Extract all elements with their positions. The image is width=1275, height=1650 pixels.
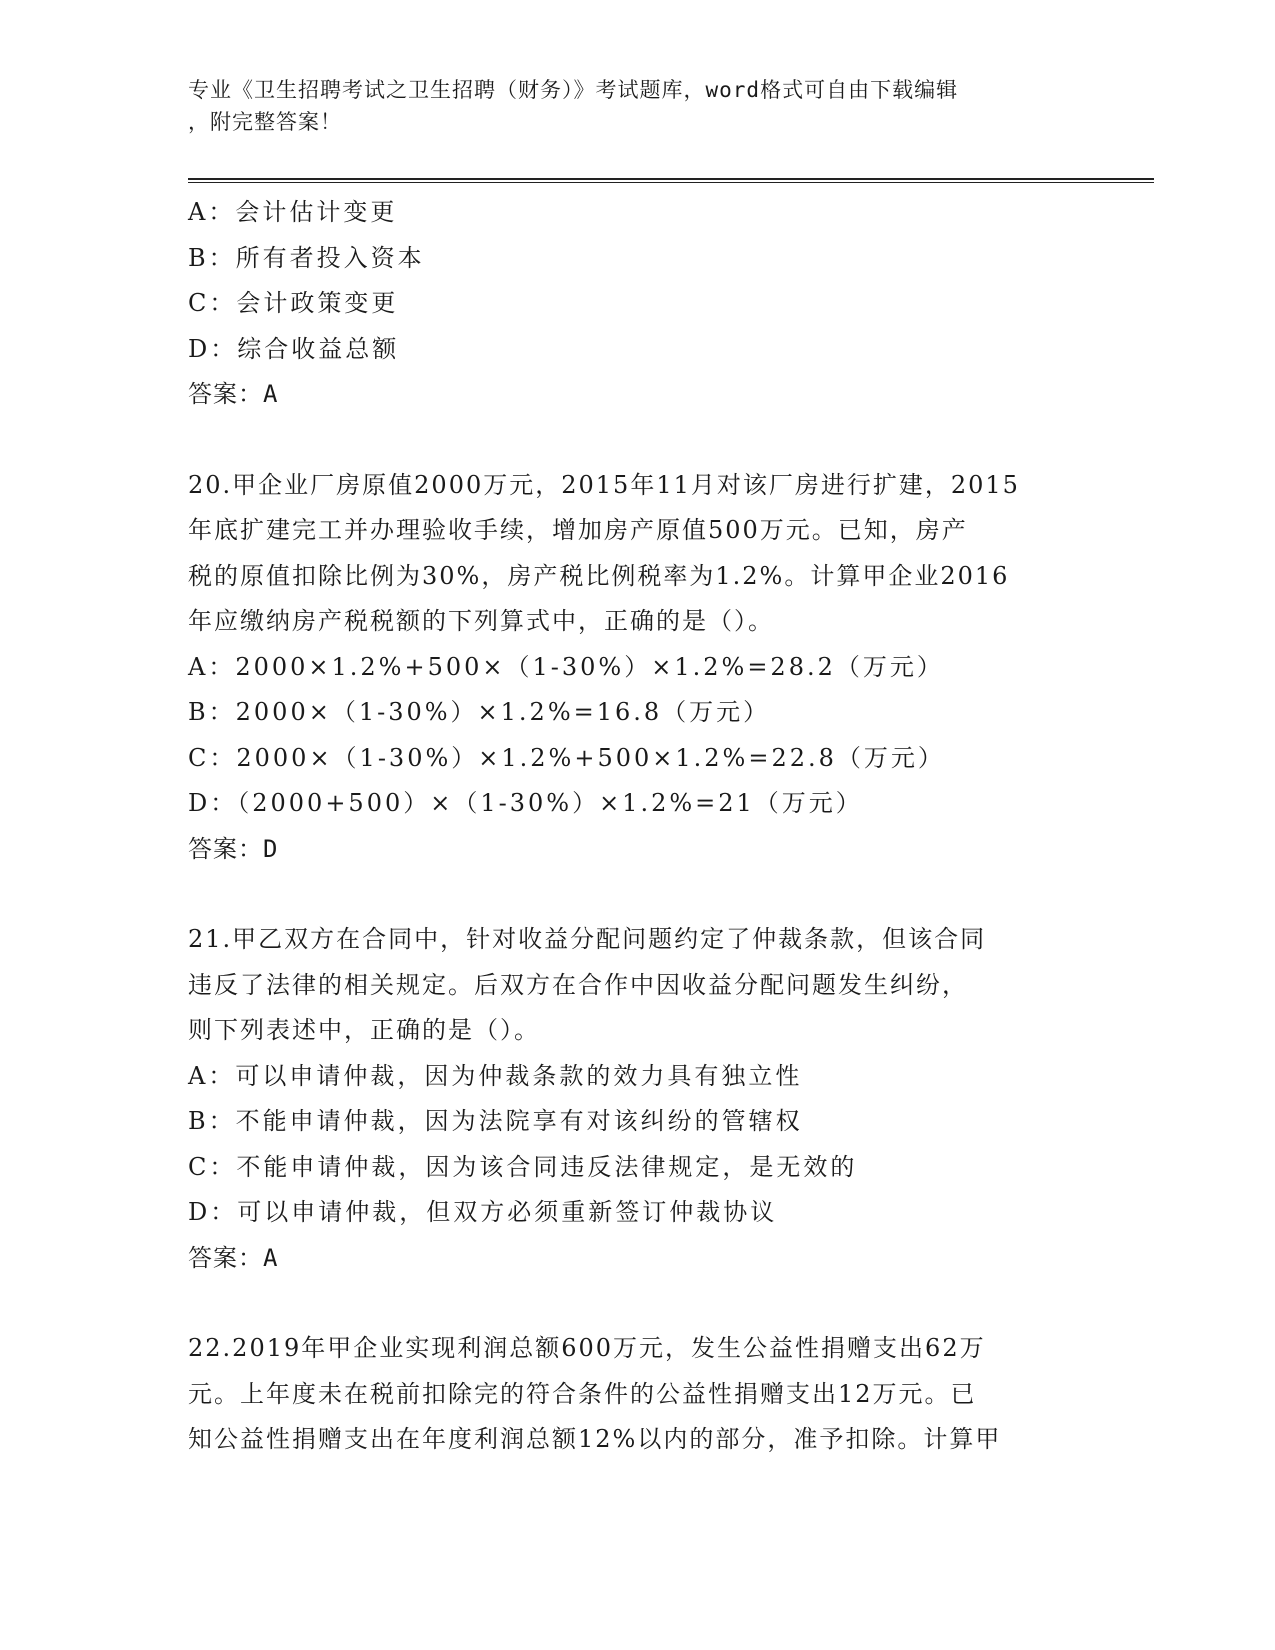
question-20	[188, 463, 1088, 873]
option-d: D：（2000+500）×（1-30%）×1.2%=21（万元）	[188, 789, 863, 817]
answer: 答案：A	[188, 380, 279, 408]
question-text-line: 20.甲企业厂房原值2000万元，2015年11月对该厂房进行扩建，2015	[188, 470, 1020, 499]
header-line-1: 专业《卫生招聘考试之卫生招聘（财务）》考试题库，word格式可自由下载编辑	[188, 78, 959, 102]
question-text-line: 元。上年度未在税前扣除完的符合条件的公益性捐赠支出12万元。已	[188, 1379, 977, 1408]
question-text-line: 则下列表述中，正确的是（）。	[188, 1016, 540, 1044]
question-text-line: 违反了法律的相关规定。后双方在合作中因收益分配问题发生纠纷，	[188, 970, 968, 999]
option-b: B：所有者投入资本	[188, 243, 425, 272]
option-d: D：可以申请仲裁，但双方必须重新签订仲裁协议	[188, 1198, 778, 1226]
question-text-line: 22.2019年甲企业实现利润总额600万元，发生公益性捐赠支出62万	[188, 1334, 986, 1362]
question-text-line: 21.甲乙双方在合同中，针对收益分配问题约定了仲裁条款，但该合同	[188, 925, 987, 953]
option-a: A：可以申请仲裁，因为仲裁条款的效力具有独立性	[188, 1061, 803, 1090]
option-c: C：不能申请仲裁，因为该合同违反法律规定，是无效的	[188, 1152, 858, 1181]
header-line-2: ，附完整答案！	[188, 110, 342, 134]
answer: 答案：D	[188, 834, 279, 863]
option-c: C：2000×（1-30%）×1.2%+500×1.2%=22.8（万元）	[188, 743, 945, 772]
header-rule-thin	[188, 182, 1154, 183]
option-a: A：2000×1.2%+500×（1-30%）×1.2%=28.2（万元）	[188, 652, 944, 681]
question-21	[188, 917, 1088, 1281]
question-content	[188, 190, 1088, 1463]
question-text-line: 知公益性捐赠支出在年度利润总额12%以内的部分，准予扣除。计算甲	[188, 1425, 1002, 1453]
option-b: B：2000×（1-30%）×1.2%=16.8（万元）	[188, 698, 771, 726]
question-text-line: 年底扩建完工并办理验收手续，增加房产原值500万元。已知，房产	[188, 516, 968, 544]
option-a: A：会计估计变更	[188, 198, 398, 226]
question-19	[188, 190, 1088, 418]
option-d: D：综合收益总额	[188, 334, 400, 363]
question-text-line: 税的原值扣除比例为30%，房产税比例税率为1.2%。计算甲企业2016	[188, 561, 1010, 590]
option-c: C：会计政策变更	[188, 289, 399, 317]
question-22	[188, 1326, 1088, 1463]
header-rule	[188, 178, 1154, 180]
answer: 答案：A	[188, 1243, 279, 1272]
option-b: B：不能申请仲裁，因为法院享有对该纠纷的管辖权	[188, 1107, 803, 1135]
page-header	[188, 74, 1068, 138]
question-text-line: 年应缴纳房产税税额的下列算式中，正确的是（）。	[188, 607, 774, 635]
